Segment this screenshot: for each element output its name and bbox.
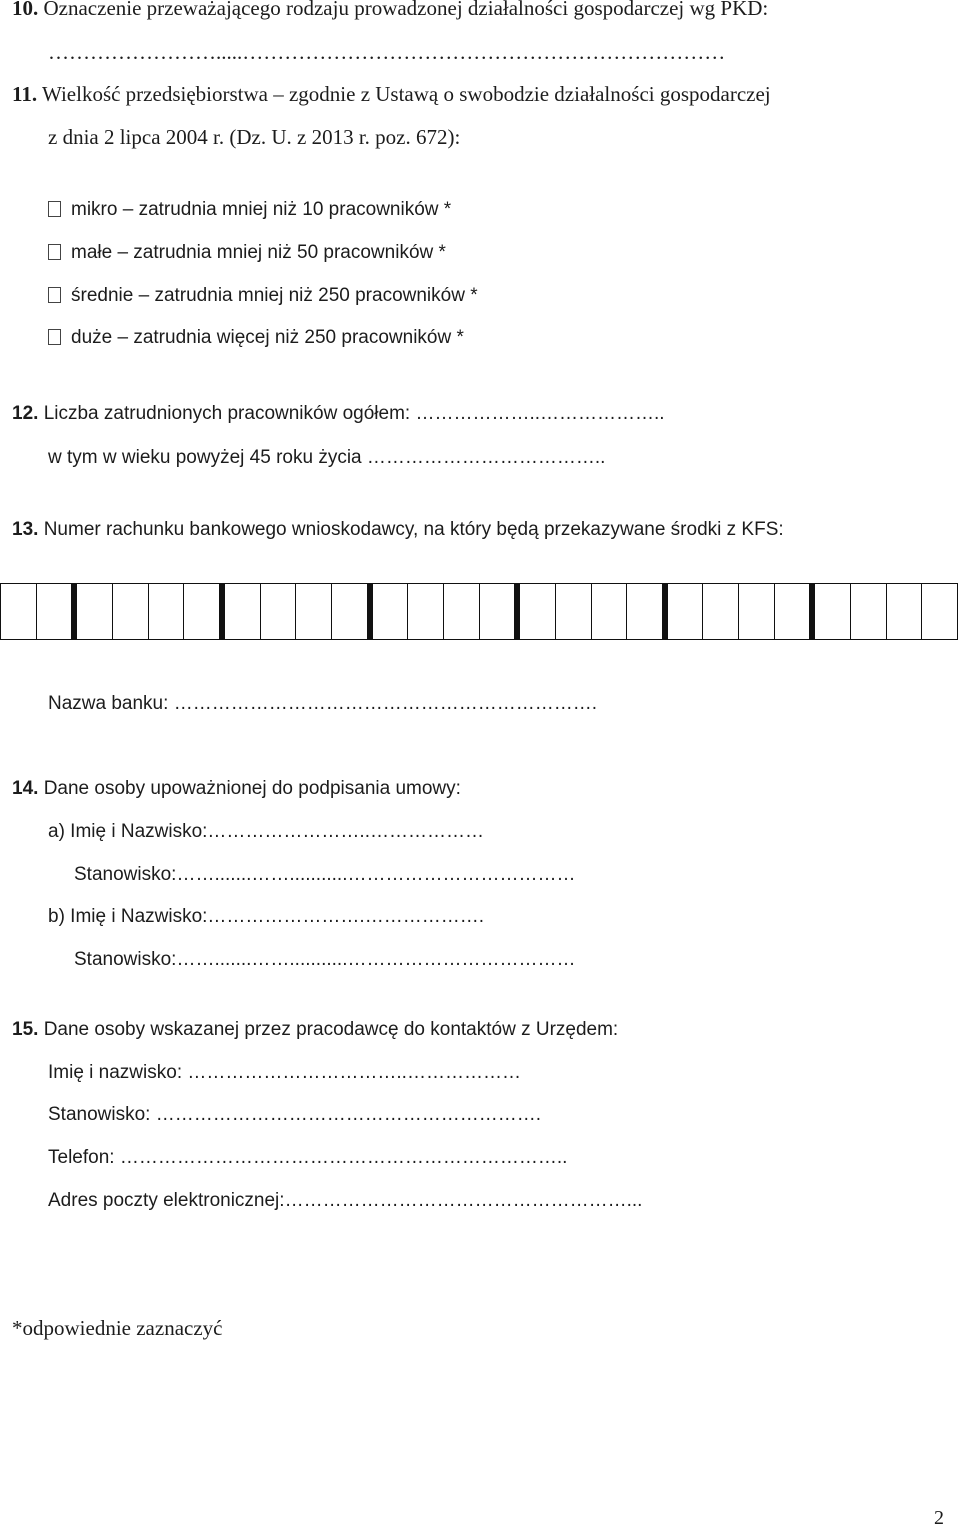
field-label: Stanowisko: (74, 864, 177, 885)
page-number: 2 (934, 1507, 944, 1529)
field-label: Adres poczty elektronicznej: (48, 1190, 285, 1211)
section-number: 10. (12, 0, 39, 20)
option-label: średnie – zatrudnia mniej niż 250 pracowników * (71, 285, 478, 306)
digit-box[interactable] (479, 584, 515, 639)
section-13 (12, 516, 784, 544)
digit-box[interactable] (331, 584, 367, 639)
digit-box[interactable] (295, 584, 331, 639)
section-label: Dane osoby wskazanej przez pracodawcę do kontaktów z Urzędem: (43, 1019, 619, 1040)
section-number: 13. (12, 519, 39, 540)
digit-box[interactable] (183, 584, 219, 639)
digit-box[interactable] (1, 584, 36, 639)
digit-box[interactable] (774, 584, 810, 639)
digit-box[interactable] (443, 584, 479, 639)
contact-position-row (48, 1101, 541, 1129)
checkbox[interactable] (48, 244, 61, 260)
digit-box[interactable] (407, 584, 443, 639)
bank-name-row (48, 690, 597, 718)
digit-box[interactable] (702, 584, 738, 639)
checkbox[interactable] (48, 201, 61, 217)
field-label: b) Imię i Nazwisko: (48, 906, 208, 927)
field-label: Stanowisko: (74, 949, 177, 970)
bank-account-grid[interactable] (0, 583, 958, 640)
section-label: Oznaczenie przeważającego rodzaju prowadzonej działalności gospodarczej wg PKD: (43, 0, 769, 20)
bank-label: Nazwa banku: (48, 693, 169, 714)
contact-phone-row (48, 1144, 567, 1172)
contact-email-dots[interactable]: ………………………………………………... (284, 1190, 643, 1211)
digit-box[interactable] (71, 584, 112, 639)
pkd-field[interactable] (48, 38, 725, 66)
field-label: Imię i nazwisko: (48, 1062, 183, 1083)
digit-box[interactable] (219, 584, 260, 639)
digit-box[interactable] (367, 584, 408, 639)
digit-box[interactable] (260, 584, 296, 639)
digit-box[interactable] (921, 584, 957, 639)
contact-email-row (48, 1187, 642, 1215)
digit-box[interactable] (555, 584, 591, 639)
option-label: mikro – zatrudnia mniej niż 10 pracowników * (71, 199, 452, 220)
person-a-position-row (74, 861, 575, 889)
section-number: 15. (12, 1019, 39, 1040)
employees-45-dots[interactable]: ……………………………….. (366, 447, 606, 468)
section-15 (12, 1016, 618, 1044)
digit-box[interactable] (514, 584, 555, 639)
employees-45-row (48, 444, 605, 472)
checkbox[interactable] (48, 329, 61, 345)
digit-box[interactable] (886, 584, 922, 639)
digit-box[interactable] (809, 584, 850, 639)
digit-box[interactable] (112, 584, 148, 639)
checkbox[interactable] (48, 287, 61, 303)
digit-box[interactable] (850, 584, 886, 639)
person-b-name-row (48, 903, 484, 931)
pkd-dots: …………………….....…………………………………………………………… (48, 40, 726, 64)
employees-total-dots[interactable]: ………………..……………….. (415, 403, 665, 424)
option-male[interactable] (48, 239, 446, 267)
person-a-name-row (48, 818, 484, 846)
digit-box[interactable] (626, 584, 662, 639)
option-duze[interactable] (48, 324, 464, 352)
section-label: Liczba zatrudnionych pracowników ogółem: (43, 403, 411, 424)
section-number: 14. (12, 778, 39, 799)
digit-box[interactable] (148, 584, 184, 639)
digit-box[interactable] (738, 584, 774, 639)
section-12 (12, 400, 665, 428)
field-label: Stanowisko: (48, 1104, 151, 1125)
section-number: 12. (12, 403, 39, 424)
contact-name-row (48, 1059, 521, 1087)
section-label: Numer rachunku bankowego wnioskodawcy, na który będą przekazywane środki z KFS: (43, 519, 784, 540)
option-srednie[interactable] (48, 282, 478, 310)
field-label: a) Imię i Nazwisko: (48, 821, 208, 842)
section-label: Dane osoby upoważnionej do podpisania umowy: (43, 778, 461, 799)
person-b-position-row (74, 946, 575, 974)
digit-box[interactable] (36, 584, 72, 639)
section-label: Wielkość przedsiębiorstwa – zgodnie z Ustawą o swobodzie działalności gospodarczej (41, 82, 771, 106)
option-label: małe – zatrudnia mniej niż 50 pracowników * (71, 242, 446, 263)
sub-label: w tym w wieku powyżej 45 roku życia (48, 447, 362, 468)
digit-box[interactable] (591, 584, 627, 639)
bank-name-dots[interactable]: …………………………………………………………. (173, 693, 597, 714)
field-label: Telefon: (48, 1147, 115, 1168)
footnote: *odpowiednie zaznaczyć (12, 1316, 223, 1340)
digit-box[interactable] (662, 584, 703, 639)
option-label: duże – zatrudnia więcej niż 250 pracowników * (71, 327, 464, 348)
option-mikro[interactable] (48, 196, 451, 224)
section-11 (12, 80, 771, 108)
contact-position-dots[interactable]: ……………………………………………………. (155, 1104, 542, 1125)
section-14 (12, 775, 461, 803)
section-11-line2: z dnia 2 lipca 2004 r. (Dz. U. z 2013 r. poz. 672): (48, 125, 461, 149)
person-a-name-dots[interactable]: ……………………..……………… (207, 821, 484, 842)
section-10 (12, 0, 768, 22)
person-b-position-dots[interactable]: …….......……...........……………………………… (176, 949, 576, 970)
contact-phone-dots[interactable]: …………………………………………………………….. (119, 1147, 568, 1168)
section-number: 11. (12, 82, 38, 106)
person-a-position-dots[interactable]: …….......……...........……………………………… (176, 864, 576, 885)
person-b-name-dots[interactable]: …………………….………………. (207, 906, 484, 927)
contact-name-dots[interactable]: ……………………………..……………… (187, 1062, 521, 1083)
